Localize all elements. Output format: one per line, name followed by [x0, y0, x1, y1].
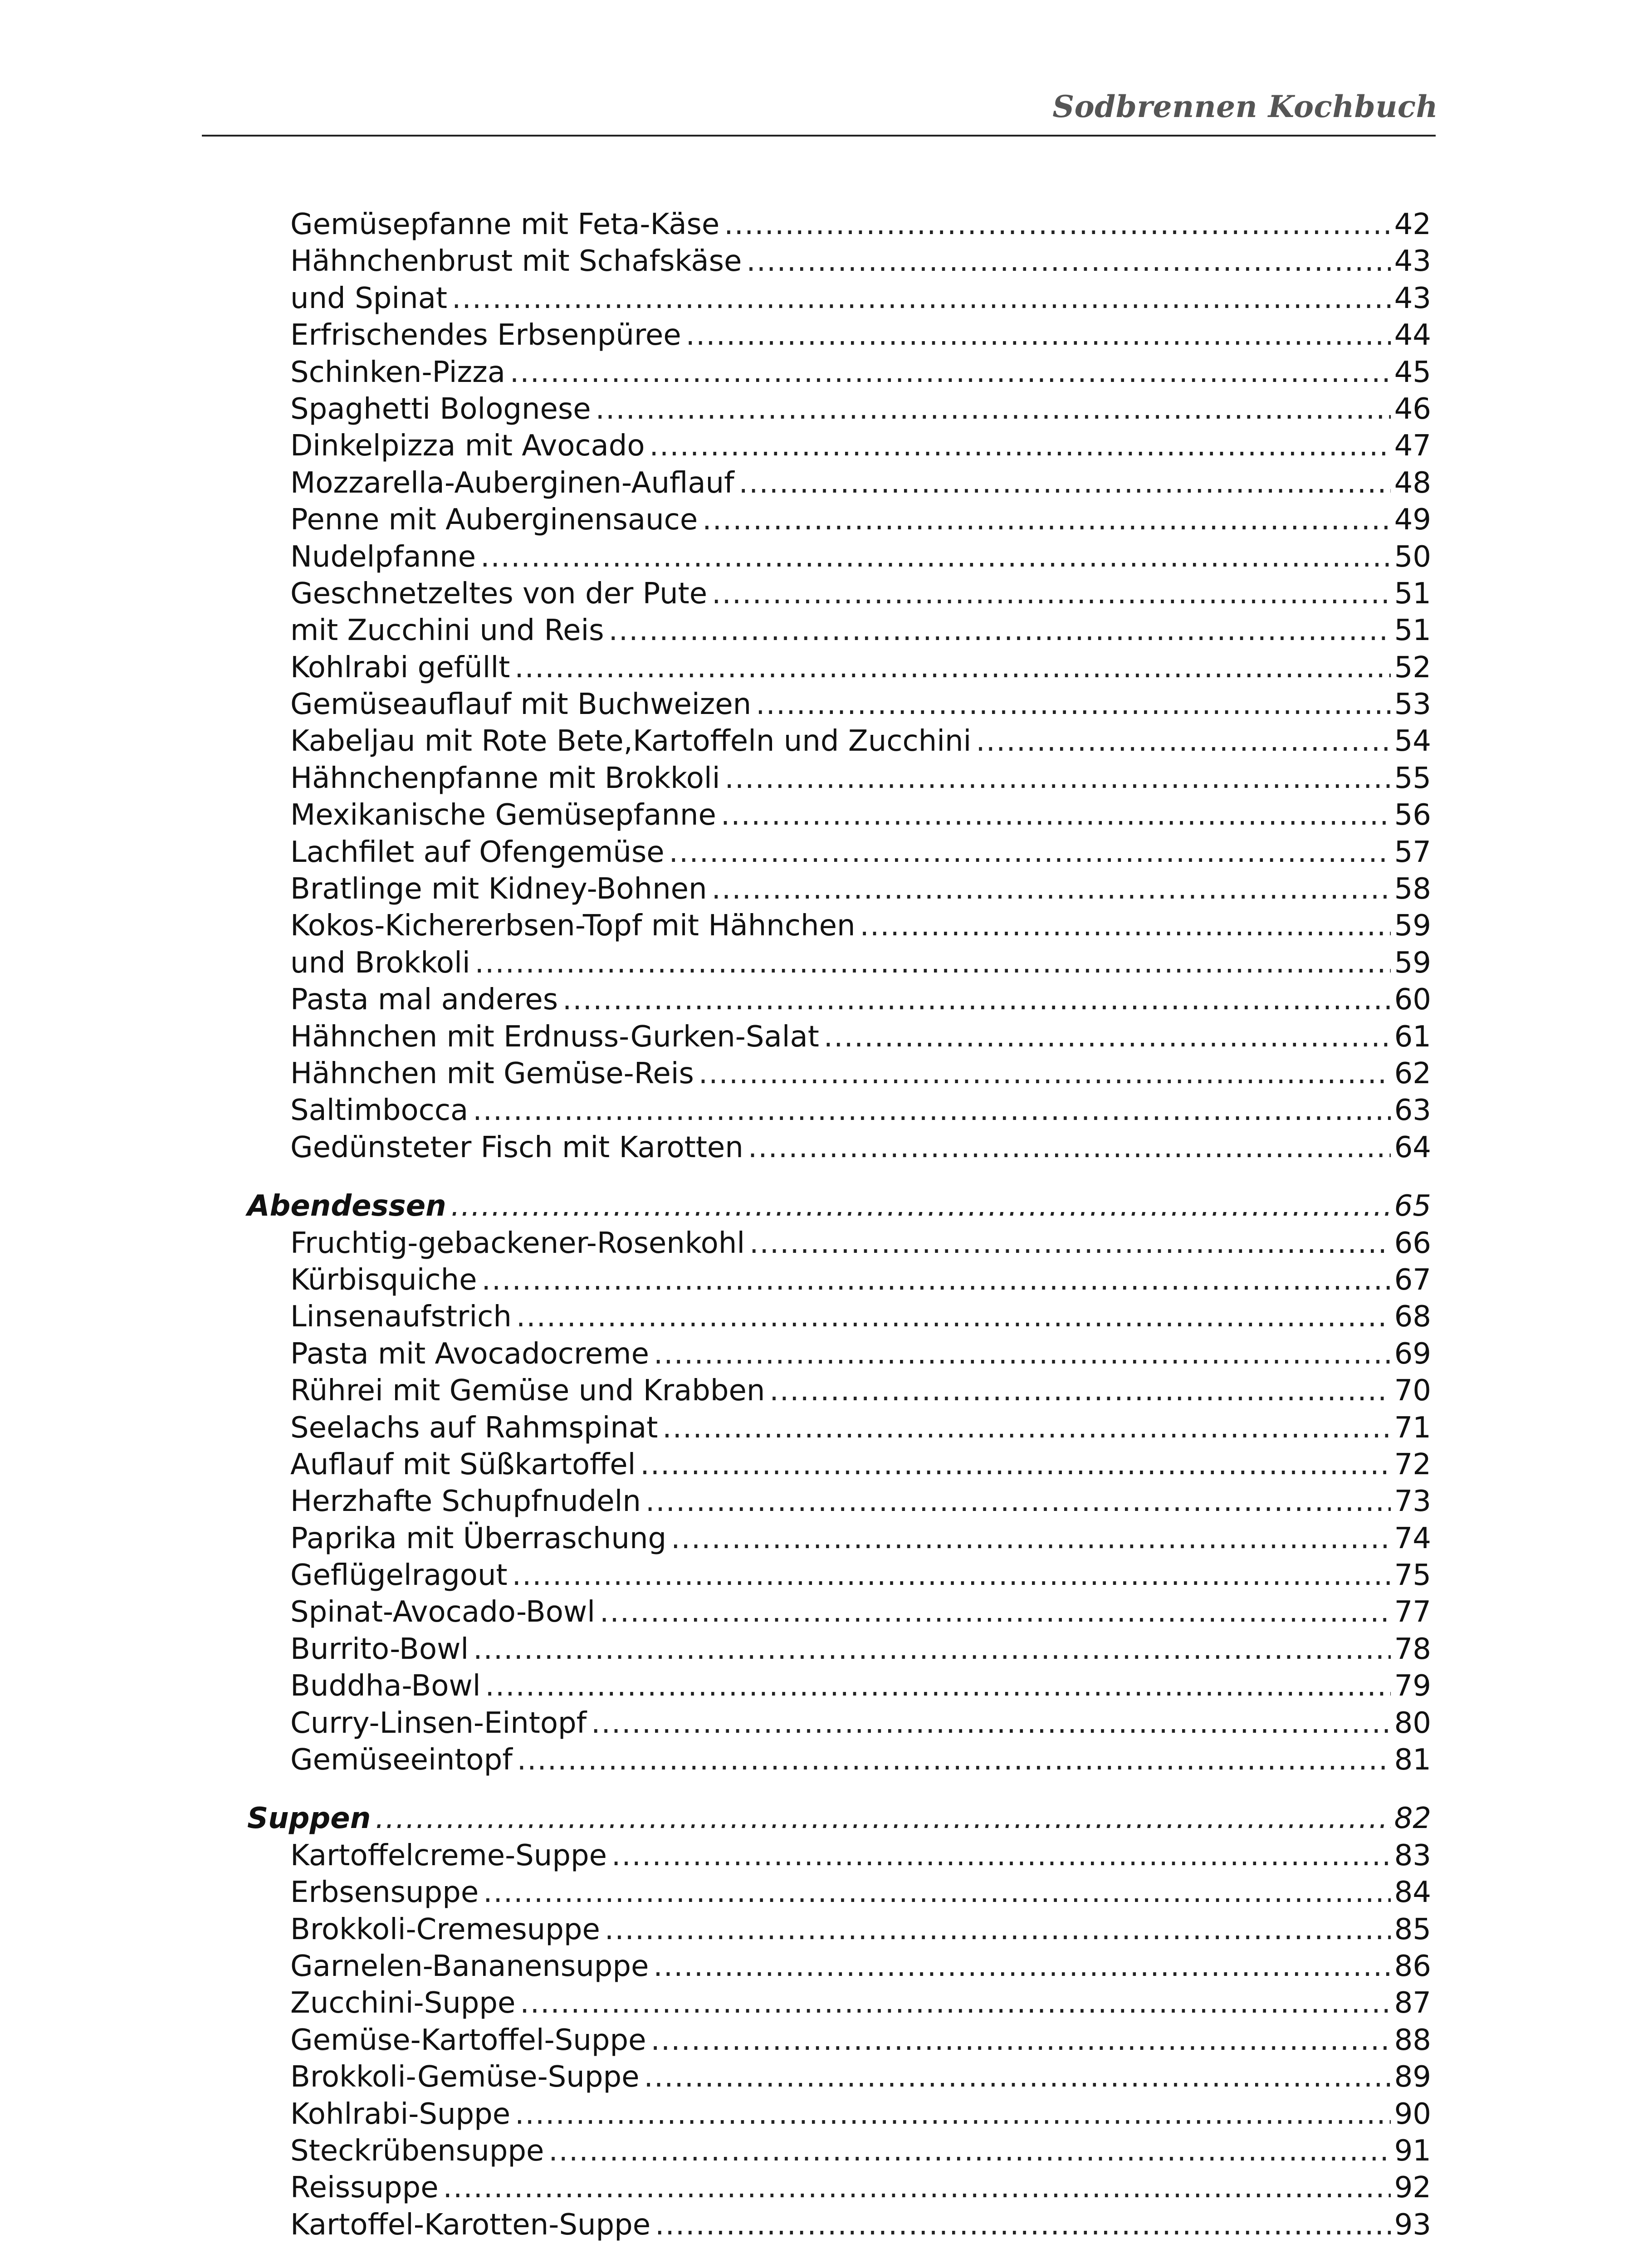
- dot-leader: [654, 1336, 1391, 1373]
- header-rule: [202, 135, 1436, 137]
- toc-page-number: 46: [1394, 392, 1431, 426]
- toc-entry: [247, 354, 1431, 391]
- toc-entry-title: Pasta mal anderes: [290, 983, 558, 1017]
- dot-leader: [562, 982, 1391, 1018]
- toc-entry-title: Buddha-Bowl: [290, 1669, 481, 1703]
- dot-leader: [640, 1447, 1390, 1483]
- toc-page-number: 44: [1394, 318, 1431, 352]
- toc-entry: [247, 1092, 1431, 1129]
- dot-leader: [724, 760, 1390, 797]
- toc-entry: [247, 908, 1431, 944]
- toc-entry: [247, 1483, 1431, 1520]
- toc-page-number: 67: [1394, 1263, 1431, 1297]
- toc-entry: [247, 280, 1431, 317]
- toc-page-number: 73: [1394, 1485, 1431, 1519]
- toc-entry-title: Suppen: [247, 1802, 371, 1836]
- toc-entry: [247, 1948, 1431, 1985]
- toc-entry-title: Geschnetzeltes von der Pute: [290, 577, 708, 611]
- running-header-title: Sodbrennen Kochbuch: [1052, 89, 1438, 124]
- dot-leader: [645, 1483, 1391, 1520]
- dot-leader: [605, 1911, 1391, 1948]
- toc-entry-title: Seelachs auf Rahmspinat: [290, 1411, 658, 1445]
- dot-leader: [860, 908, 1391, 944]
- dot-leader: [591, 1705, 1390, 1742]
- dot-leader: [485, 1668, 1391, 1705]
- toc-page-number: 86: [1394, 1949, 1431, 1983]
- toc-entry-title: Pasta mit Avocadocreme: [290, 1337, 649, 1371]
- toc-page-number: 68: [1394, 1300, 1431, 1334]
- toc-page-number: 58: [1394, 872, 1431, 906]
- toc-entry: [247, 723, 1431, 760]
- toc-entry-title: Paprika mit Überraschung: [290, 1521, 667, 1555]
- dot-leader: [482, 1262, 1391, 1299]
- toc-page-number: 71: [1394, 1411, 1431, 1445]
- toc-entry-title: Spaghetti Bolognese: [290, 392, 591, 426]
- dot-leader: [976, 723, 1390, 760]
- table-of-contents: [247, 206, 1431, 2244]
- toc-entry-title: Gemüsepfanne mit Feta-Käse: [290, 208, 720, 241]
- toc-entry-title: Hähnchenbrust mit Schafskäse: [290, 244, 742, 279]
- toc-entry: [247, 1225, 1431, 1262]
- toc-entry: [247, 502, 1431, 538]
- toc-entry-title: Hähnchen mit Erdnuss-Gurken-Salat: [290, 1020, 819, 1054]
- toc-entry-title: Curry-Linsen-Eintopf: [290, 1706, 587, 1740]
- toc-entry-title: Gedünsteter Fisch mit Karotten: [290, 1130, 743, 1164]
- toc-page-number: 83: [1394, 1838, 1431, 1872]
- toc-page-number: 62: [1394, 1056, 1431, 1090]
- dot-leader: [749, 1225, 1390, 1262]
- dot-leader: [600, 1594, 1391, 1631]
- toc-page-number: 49: [1394, 503, 1431, 537]
- dot-leader: [824, 1019, 1391, 1056]
- toc-entry: [247, 2133, 1431, 2170]
- toc-entry-title: Gemüseeintopf: [290, 1743, 513, 1777]
- toc-entry: [247, 871, 1431, 908]
- dot-leader: [548, 2133, 1390, 2170]
- toc-entry-title: Bratlinge mit Kidney-Bohnen: [290, 872, 707, 906]
- toc-entry: [247, 834, 1431, 871]
- dot-leader: [686, 317, 1391, 354]
- toc-entry: [247, 1299, 1431, 1335]
- dot-leader: [702, 502, 1390, 538]
- toc-entry-title: Reissuppe: [290, 2171, 439, 2205]
- toc-page-number: 70: [1394, 1374, 1431, 1408]
- toc-page-number: 43: [1394, 281, 1431, 315]
- toc-page-number: 66: [1394, 1226, 1431, 1260]
- toc-entry: [247, 2207, 1431, 2244]
- dot-leader: [650, 428, 1391, 464]
- dot-leader: [520, 1985, 1390, 2022]
- dot-leader: [510, 354, 1391, 391]
- dot-leader: [480, 539, 1390, 576]
- dot-leader: [721, 797, 1391, 834]
- toc-page-number: 74: [1394, 1521, 1431, 1555]
- toc-section-heading: [247, 1188, 1431, 1225]
- dot-leader: [769, 1373, 1390, 1409]
- toc-entry-title: Kartoffel-Karotten-Suppe: [290, 2208, 651, 2242]
- toc-entry-title: Geflügelragout: [290, 1559, 508, 1593]
- toc-entry: [247, 982, 1431, 1018]
- toc-entry-title: Garnelen-Bananensuppe: [290, 1949, 649, 1983]
- toc-entry: [247, 539, 1431, 576]
- dot-leader: [514, 650, 1390, 686]
- toc-entry-title: Lachfilet auf Ofengemüse: [290, 835, 665, 869]
- toc-page-number: 45: [1394, 355, 1431, 389]
- toc-page-number: 52: [1394, 650, 1431, 684]
- toc-entry: [247, 428, 1431, 464]
- toc-entry-title: mit Zucchini und Reis: [290, 614, 604, 648]
- toc-entry: [247, 1410, 1431, 1447]
- dot-leader: [516, 1299, 1391, 1335]
- toc-entry-title: Gemüse-Kartoffel-Suppe: [290, 2023, 646, 2057]
- toc-page-number: 84: [1394, 1876, 1431, 1910]
- toc-entry: [247, 686, 1431, 723]
- dot-leader: [746, 243, 1390, 280]
- toc-page-number: 78: [1394, 1632, 1431, 1666]
- dot-leader: [712, 871, 1391, 908]
- dot-leader: [473, 1631, 1390, 1668]
- toc-entry-title: Kohlrabi gefüllt: [290, 650, 510, 684]
- dot-leader: [375, 1800, 1390, 1837]
- toc-section-heading: [247, 1800, 1431, 1837]
- toc-entry-title: Schinken-Pizza: [290, 355, 505, 389]
- toc-entry-title: Fruchtig-gebackener-Rosenkohl: [290, 1226, 745, 1260]
- toc-entry-title: Zucchini-Suppe: [290, 1986, 516, 2020]
- dot-leader: [653, 1948, 1390, 1985]
- toc-entry: [247, 1874, 1431, 1911]
- dot-leader: [712, 576, 1390, 612]
- dot-leader: [609, 612, 1391, 649]
- toc-page-number: 80: [1394, 1706, 1431, 1740]
- toc-page-number: 79: [1394, 1669, 1431, 1703]
- toc-entry-title: Saltimbocca: [290, 1094, 469, 1128]
- toc-entry-title: Rührei mit Gemüse und Krabben: [290, 1374, 765, 1408]
- toc-page-number: 87: [1394, 1986, 1431, 2020]
- toc-page-number: 72: [1394, 1447, 1431, 1481]
- toc-entry-title: Kabeljau mit Rote Bete,Kartoffeln und Zucchini: [290, 724, 972, 758]
- toc-page-number: 56: [1394, 798, 1431, 832]
- toc-page-number: 50: [1394, 540, 1431, 574]
- toc-entry: [247, 2096, 1431, 2133]
- toc-entry: [247, 391, 1431, 428]
- toc-entry: [247, 2059, 1431, 2096]
- toc-entry: [247, 1631, 1431, 1668]
- toc-page-number: 61: [1394, 1020, 1431, 1054]
- toc-entry-title: Kohlrabi-Suppe: [290, 2097, 511, 2131]
- toc-page-number: 92: [1394, 2171, 1431, 2205]
- toc-entry-title: Gemüseauflauf mit Buchweizen: [290, 688, 752, 722]
- toc-entry-title: Mozzarella-Auberginen-Auflauf: [290, 466, 734, 500]
- toc-page-number: 59: [1394, 909, 1431, 943]
- toc-entry: [247, 1373, 1431, 1409]
- toc-entry: [247, 465, 1431, 502]
- toc-page-number: 77: [1394, 1595, 1431, 1629]
- toc-page-number: 54: [1394, 724, 1431, 758]
- toc-entry: [247, 1838, 1431, 1874]
- toc-entry-title: Herzhafte Schupfnudeln: [290, 1485, 641, 1519]
- toc-entry-title: Dinkelpizza mit Avocado: [290, 429, 645, 463]
- dot-leader: [596, 391, 1391, 428]
- toc-entry: [247, 576, 1431, 612]
- dot-leader: [724, 206, 1390, 243]
- toc-page-number: 59: [1394, 946, 1431, 980]
- toc-page-number: 64: [1394, 1130, 1431, 1164]
- toc-page-number: 48: [1394, 466, 1431, 500]
- toc-entry-title: Hähnchen mit Gemüse-Reis: [290, 1056, 694, 1090]
- toc-entry: [247, 2170, 1431, 2206]
- toc-entry: [247, 1911, 1431, 1948]
- toc-entry-title: Brokkoli-Cremesuppe: [290, 1912, 600, 1946]
- toc-entry: [247, 317, 1431, 354]
- dot-leader: [452, 280, 1391, 317]
- toc-entry-title: Spinat-Avocado-Bowl: [290, 1595, 596, 1629]
- toc-page-number: 47: [1394, 429, 1431, 463]
- toc-entry: [247, 945, 1431, 982]
- dot-leader: [512, 1557, 1391, 1594]
- toc-entry: [247, 1447, 1431, 1483]
- toc-entry-title: Linsenaufstrich: [290, 1300, 512, 1334]
- dot-leader: [662, 1410, 1390, 1447]
- dot-leader: [748, 1129, 1391, 1166]
- dot-leader: [669, 834, 1391, 871]
- toc-page-number: 51: [1394, 577, 1431, 611]
- toc-page-number: 65: [1394, 1189, 1431, 1223]
- dot-leader: [517, 1742, 1391, 1779]
- toc-page-number: 75: [1394, 1559, 1431, 1593]
- dot-leader: [699, 1056, 1391, 1092]
- toc-entry: [247, 760, 1431, 797]
- toc-entry-title: Erbsensuppe: [290, 1876, 479, 1910]
- toc-entry: [247, 1557, 1431, 1594]
- toc-entry-title: Penne mit Auberginensauce: [290, 503, 698, 537]
- toc-page-number: 60: [1394, 983, 1431, 1017]
- toc-entry: [247, 2022, 1431, 2059]
- toc-page-number: 43: [1394, 244, 1431, 279]
- toc-entry-title: und Brokkoli: [290, 946, 470, 980]
- toc-page-number: 89: [1394, 2060, 1431, 2094]
- toc-page-number: 85: [1394, 1912, 1431, 1946]
- toc-entry: [247, 1742, 1431, 1779]
- toc-entry: [247, 1705, 1431, 1742]
- dot-leader: [483, 1874, 1390, 1911]
- toc-entry: [247, 612, 1431, 649]
- dot-leader: [515, 2096, 1390, 2133]
- toc-entry: [247, 1336, 1431, 1373]
- toc-page-number: 63: [1394, 1094, 1431, 1128]
- toc-page-number: 57: [1394, 835, 1431, 869]
- toc-entry-title: Burrito-Bowl: [290, 1632, 469, 1666]
- dot-leader: [451, 1188, 1391, 1225]
- toc-entry: [247, 1019, 1431, 1056]
- toc-page-number: 81: [1394, 1743, 1431, 1777]
- toc-entry-title: Kokos-Kichererbsen-Topf mit Hähnchen: [290, 909, 856, 943]
- dot-leader: [644, 2059, 1390, 2096]
- toc-page-number: 69: [1394, 1337, 1431, 1371]
- dot-leader: [443, 2170, 1391, 2206]
- toc-page-number: 93: [1394, 2208, 1431, 2242]
- toc-entry: [247, 1594, 1431, 1631]
- toc-entry-title: Steckrübensuppe: [290, 2134, 544, 2168]
- dot-leader: [473, 1092, 1390, 1129]
- toc-entry-title: Abendessen: [247, 1189, 446, 1223]
- toc-entry: [247, 1668, 1431, 1705]
- toc-entry-title: Hähnchenpfanne mit Brokkoli: [290, 761, 720, 795]
- toc-entry: [247, 1520, 1431, 1557]
- toc-entry: [247, 797, 1431, 834]
- toc-page-number: 55: [1394, 761, 1431, 795]
- toc-entry: [247, 243, 1431, 280]
- toc-page-number: 82: [1394, 1802, 1431, 1836]
- toc-page-number: 90: [1394, 2097, 1431, 2131]
- toc-entry: [247, 1262, 1431, 1299]
- toc-entry-title: Kürbisquiche: [290, 1263, 477, 1297]
- toc-page-number: 51: [1394, 614, 1431, 648]
- toc-page-number: 42: [1394, 208, 1431, 241]
- dot-leader: [475, 945, 1391, 982]
- dot-leader: [756, 686, 1390, 723]
- toc-page-number: 53: [1394, 688, 1431, 722]
- dot-leader: [611, 1838, 1391, 1874]
- dot-leader: [650, 2022, 1390, 2059]
- toc-entry-title: Auflauf mit Süßkartoffel: [290, 1447, 636, 1481]
- dot-leader: [671, 1520, 1390, 1557]
- toc-page-number: 88: [1394, 2023, 1431, 2057]
- toc-entry: [247, 1056, 1431, 1092]
- toc-entry: [247, 650, 1431, 686]
- toc-entry-title: Kartoffelcreme-Suppe: [290, 1838, 607, 1872]
- toc-entry-title: Brokkoli-Gemüse-Suppe: [290, 2060, 640, 2094]
- toc-entry: [247, 206, 1431, 243]
- toc-entry-title: Mexikanische Gemüsepfanne: [290, 798, 716, 832]
- toc-entry-title: Erfrischendes Erbsenpüree: [290, 318, 681, 352]
- dot-leader: [655, 2207, 1390, 2244]
- toc-page-number: 91: [1394, 2134, 1431, 2168]
- toc-entry: [247, 1985, 1431, 2022]
- toc-entry: [247, 1129, 1431, 1166]
- dot-leader: [739, 465, 1391, 502]
- toc-entry-title: Nudelpfanne: [290, 540, 476, 574]
- toc-entry-title: und Spinat: [290, 281, 447, 315]
